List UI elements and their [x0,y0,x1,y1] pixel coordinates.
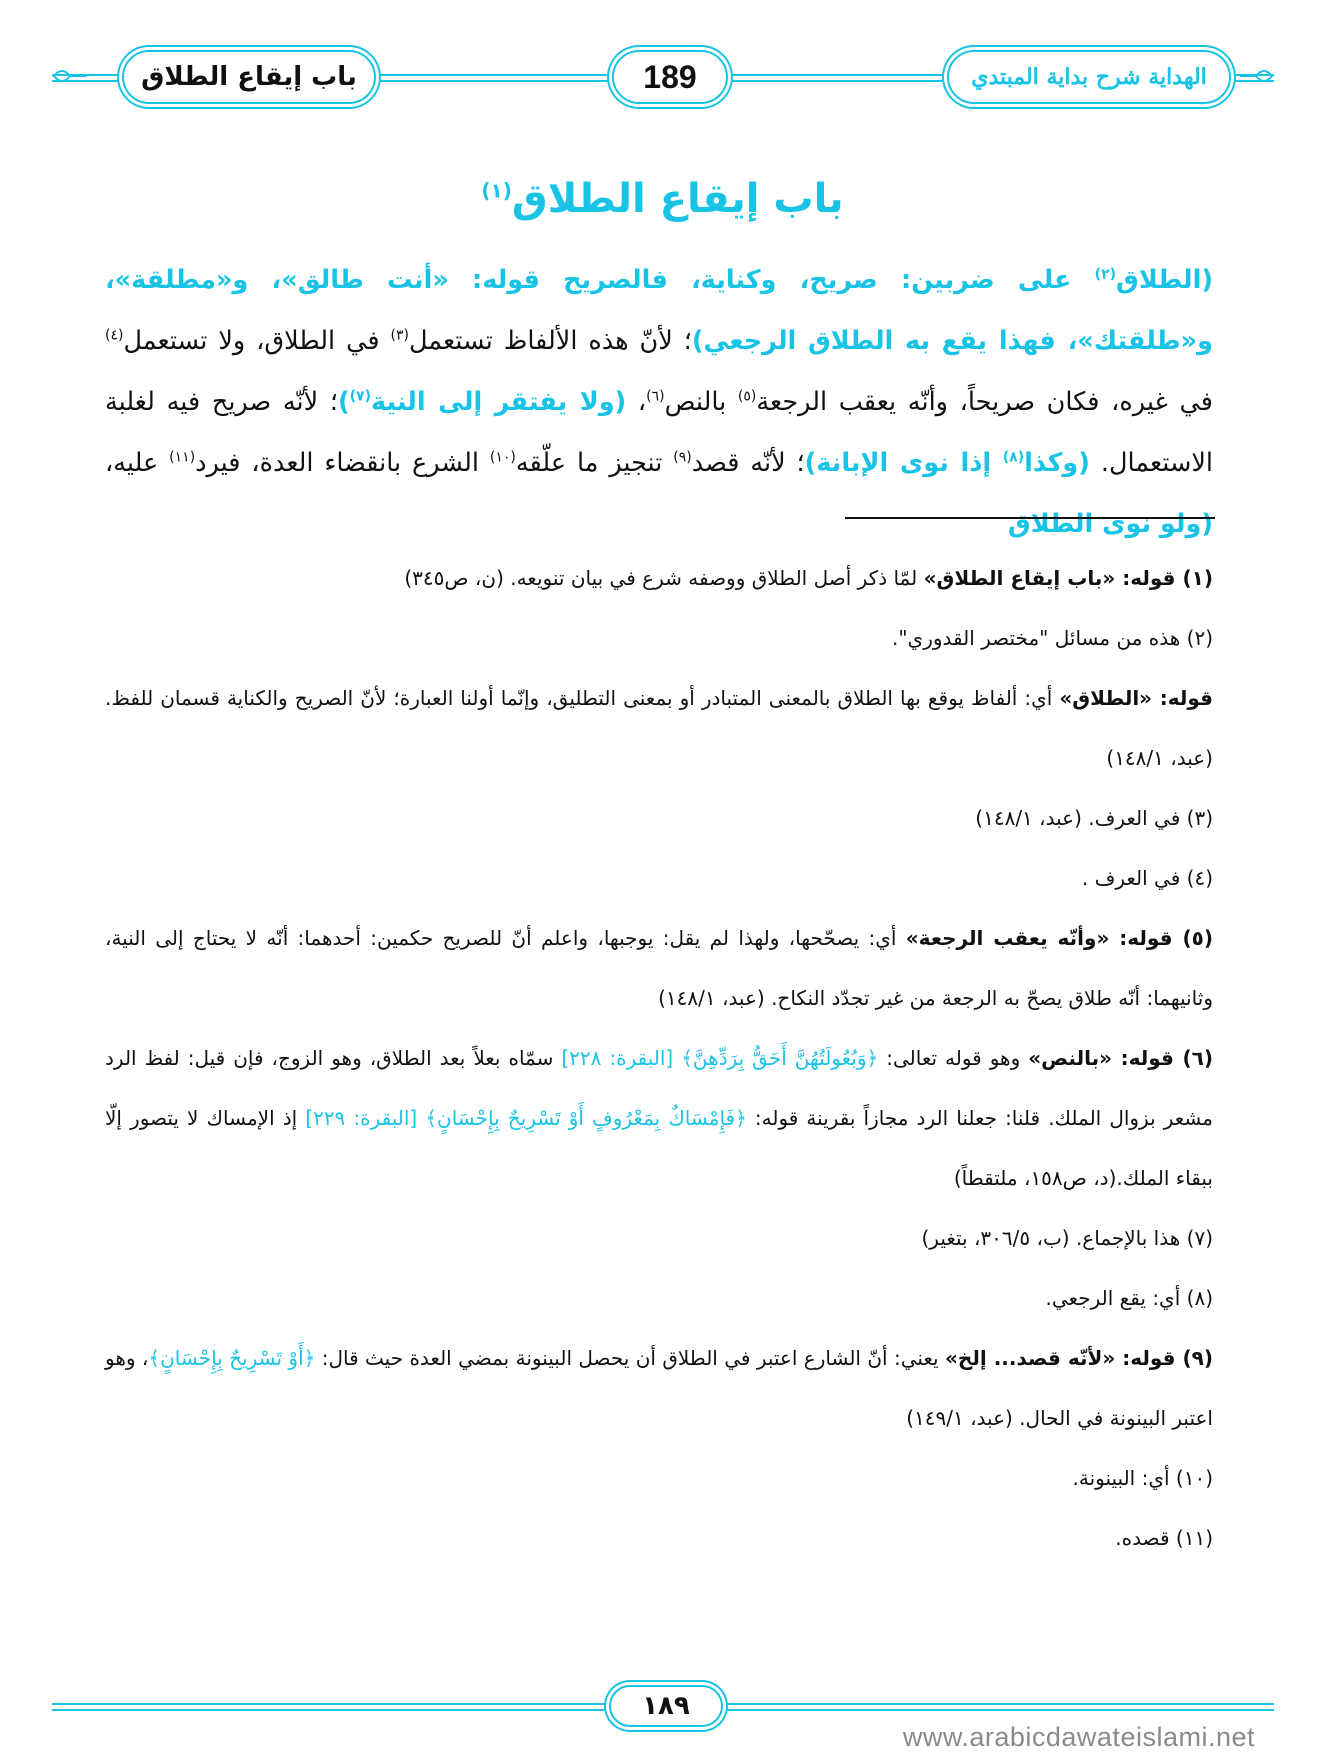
footnote-text: (٢) هذه من مسائل "مختصر القدوري". [891,626,1213,650]
footnote-ref: (١١) [169,449,196,466]
footnotes [105,548,1213,1568]
website-url: www.arabicdawateislami.net [902,1722,1255,1752]
quran-quote: ﴿وَبُعُولَتُهُنَّ أَحَقُّ بِرَدِّهِنَّ﴾ [البقرة: ٢٢٨] [561,1046,879,1070]
sharh-text: ؛ لأنّ هذه الألفاظ تستعمل [408,326,692,356]
footnote-ref: (١) [481,178,512,203]
footnote-text: سمّاه بعلاً بعد الطلاق، وهو الزوج، فإن قيل: لفظ الرد مشعر بزوال الملك. قلنا: جعلنا الرد مجازاً بقرينة قوله: [105,1046,1213,1130]
footnote-ref: (٦) [646,388,665,405]
sharh-text: ؛ لأنّه قصد [691,448,805,478]
sharh-text: بالنص [664,387,738,417]
footnote-text: ، وهو اعتبر البينونة في الحال. (عبد، ١٤٩/١) [105,1346,1213,1430]
footnote-3 [105,788,1213,848]
footnote-ref: (٧) [349,388,371,405]
footnote-text: (٤) في العرف . [1081,866,1213,890]
sharh-text: تنجيز ما علّقه [515,448,674,478]
footnote-10 [105,1448,1213,1508]
footnote-separator [845,517,1215,519]
header-page-number: 189 [612,50,728,104]
footnote-text: (١١) قصده. [1115,1526,1213,1550]
quran-quote: ﴿فَإِمْسَاكٌ بِمَعْرُوفٍ أَوْ تَسْرِيحٌ بِإِحْسَانٍ﴾ [البقرة: ٢٢٩] [305,1106,747,1130]
ornament-right-icon [1240,66,1274,86]
sharh-text: عليه، [105,448,170,478]
sharh-text: الشرع بانقضاء العدة، فيرد [195,448,490,478]
footnote-ref: (٥) [737,388,757,405]
header-chapter-title: باب إيقاع الطلاق [122,50,376,104]
matn-text: إذا نوى الإبانة) [804,448,1003,478]
footnote-text: يعني: أنّ الشارع اعتبر في الطلاق أن يحصل البينونة بمضي العدة حيث قال: [315,1346,946,1370]
footnote-lemma: (٥) قوله: «وأنّه يعقب الرجعة» [905,926,1213,950]
footnote-11 [105,1508,1213,1568]
footnote-ref: (٨) [1002,449,1025,466]
matn-text: (ولا يفتقر إلى النية [371,387,627,417]
footnote-1 [105,548,1213,608]
footnote-text: لمّا ذكر أصل الطلاق ووصفه شرع في بيان تنويعه. (ن، ص٣٤٥) [404,566,924,590]
footnote-ref: (٢) [1094,266,1117,283]
footnote-text: وهو قوله تعالى: [878,1046,1029,1070]
chapter-title-text: باب إيقاع الطلاق [511,176,844,222]
footnote-4 [105,848,1213,908]
footnote-ref: (١٠) [489,449,516,466]
sharh-text: ، [626,387,647,417]
footnote-7 [105,1208,1213,1268]
footnote-2-comment [105,668,1213,788]
footnote-8 [105,1268,1213,1328]
matn-text: على ضربين: صريح، وكناية، فالصريح قوله: «أنت طالق»، و«مطلقة»، و«طلقتك»، فهذا يقع به الطلاق الرجعي) [105,265,1213,356]
page-header [52,46,1274,108]
matn-text: (ولو نوى الطلاق [1007,509,1213,539]
footnote-5 [105,908,1213,1028]
footnote-text: أي: ألفاظ يوقع بها الطلاق بالمعنى المتبادر أو بمعنى التطليق، وإنّما أولنا العبارة؛ لأنّ الصريح والكناية قسمان للفظ. (عبد، ١٤٨/١) [105,686,1213,770]
footnote-text: (٨) أي: يقع الرجعي. [1045,1286,1213,1310]
sharh-text: في غيره، فكان صريحاً، وأنّه يعقب الرجعة [756,387,1213,417]
footnote-text: (١٠) أي: البينونة. [1072,1466,1213,1490]
matn-text: (الطلاق [1116,265,1213,295]
footnote-ref: (٩) [673,449,692,466]
footnote-text: (٧) هذا بالإجماع. (ب، ٣٠٦/٥، بتغير) [921,1226,1213,1250]
footnote-text: إذ الإمساك لا يتصور إلّا ببقاء الملك.(د، ص١٥٨، ملتقطاً) [105,1106,1213,1190]
matn-text: (وكذا [1024,448,1090,478]
footnote-6 [105,1028,1213,1208]
quran-quote: ﴿أَوْ تَسْرِيحٌ بِإِحْسَانٍ﴾ [148,1346,316,1370]
ornament-left-icon [52,66,86,86]
sharh-text: في الطلاق، ولا تستعمل [123,326,391,356]
main-text [105,250,1213,555]
footnote-ref: (٤) [105,327,124,344]
footnote-2 [105,608,1213,668]
footnote-ref: (٣) [390,327,409,344]
matn-text: ) [337,387,350,417]
footnote-text: (٣) في العرف. (عبد، ١٤٨/١) [975,806,1213,830]
footnote-lemma: (٩) قوله: «لأنّه قصد... إلخ» [945,1346,1214,1370]
footnote-lemma: (١) قوله: «باب إيقاع الطلاق» [923,566,1213,590]
page-footer [52,1683,1274,1727]
footnote-text: أي: يصحّحها، ولهذا لم يقل: يوجبها، واعلم أنّ للصريح حكمين: أحدهما: أنّه لا يحتاج إلى النية، وثانيهما: أنّه طلاق يصحّ به الرجعة من غير تجدّد النكاح. (عبد، ١٤٨/١) [105,926,1213,1010]
footnote-9 [105,1328,1213,1448]
sharh-text: ؛ لأنّه صريح فيه لغلبة الاستعمال. [105,387,1213,478]
footer-page-number: ١٨٩ [609,1685,723,1727]
chapter-title [0,176,1325,222]
footnote-lemma: قوله: «الطلاق» [1059,686,1213,710]
footnote-lemma: (٦) قوله: «بالنص» [1028,1046,1213,1070]
header-book-title: الهداية شرح بداية المبتدي [947,50,1231,104]
